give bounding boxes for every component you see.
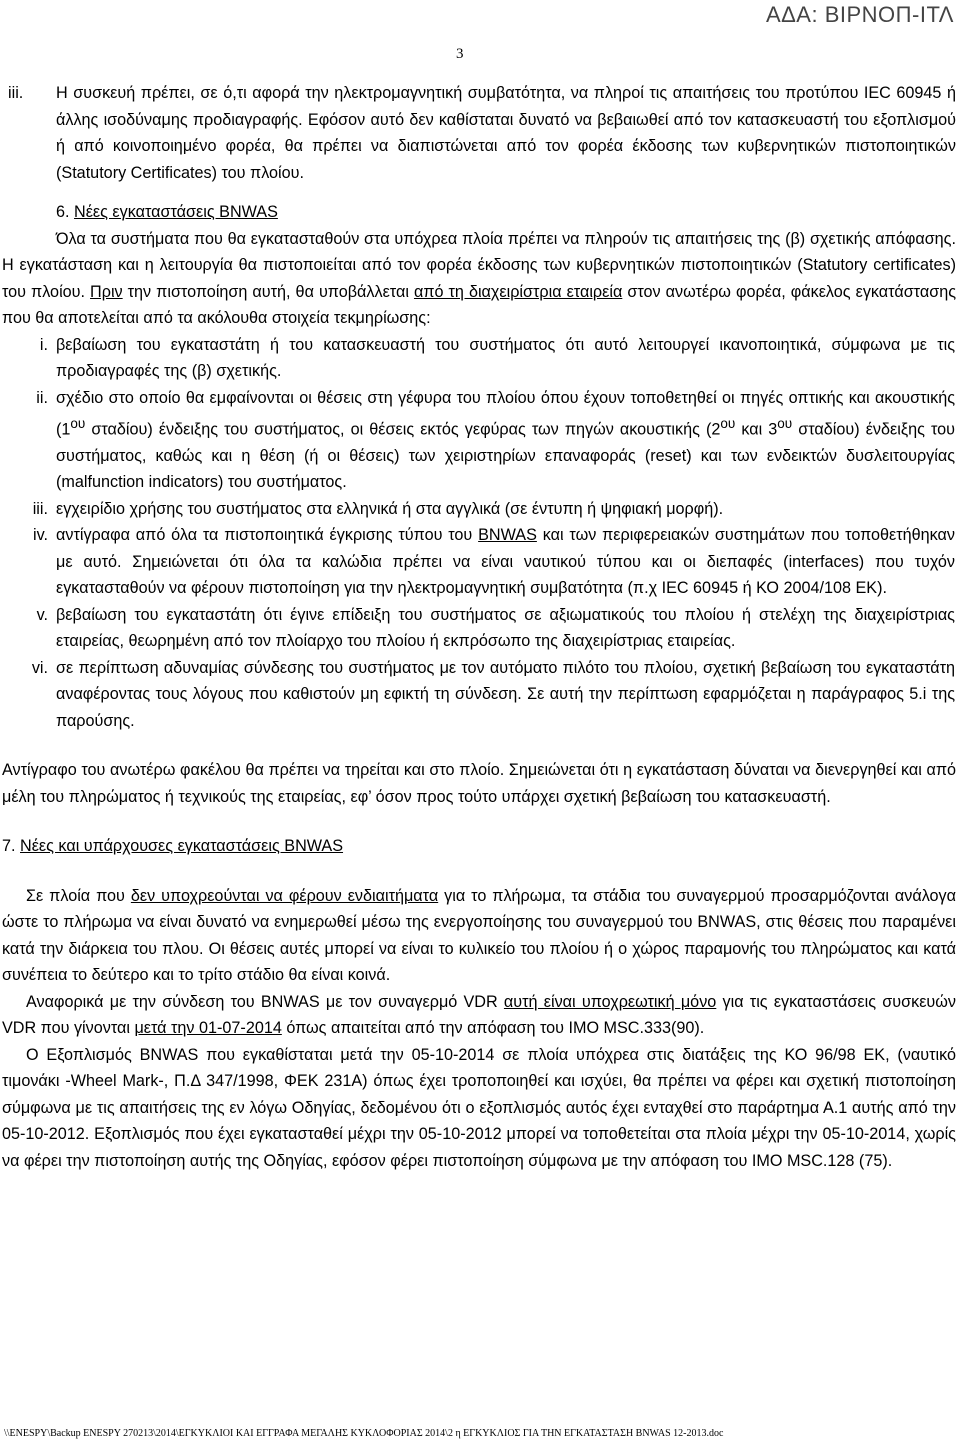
section-6-closing-paragraph: Αντίγραφο του ανωτέρω φακέλου θα πρέπει να τηρείται και στο πλοίο. Σημειώνεται ότι η εγκατάσταση δύναται να διενεργηθεί και από μέλη του πληρώματος ή τεχνικούς της εταιρείας, εφ’ όσον προς τούτο υπάρχει σχετική βεβαίωση του κατασκευαστή. xyxy=(2,761,956,806)
superscript: ου xyxy=(720,416,736,431)
underlined-text: BNWAS xyxy=(478,526,537,545)
list-item-vi xyxy=(31,655,955,735)
list-item-i xyxy=(39,332,955,385)
list-item-iv xyxy=(33,522,955,602)
paragraph-text: Σε πλοία που xyxy=(26,886,131,905)
underlined-text: δεν υποχρεούνται να φέρουν ενδιαιτήματα xyxy=(130,886,439,905)
section-6-paragraph xyxy=(2,226,956,332)
paragraph-text: για τις εγκαταστάσεις συσκευών VDR που γίνονται xyxy=(2,992,956,1038)
list-item-iii xyxy=(32,496,955,523)
ada-code: ΑΔΑ: ΒΙΡΝΟΠ-ΙΤΛ xyxy=(765,2,954,27)
document-body xyxy=(0,80,960,1174)
page-number: 3 xyxy=(456,46,464,62)
section-7-paragraph-2 xyxy=(2,989,956,1042)
superscript: ου xyxy=(70,416,86,431)
list-item-text: σταδίου) ένδειξης του συστήματος, καθώς και η θέση (ή οι θέσεις) των χειριστηρίων επαναφοράς (reset) και των ενδεικτών δυσλειτουργίας (malfunction indicators) του συστήματος. xyxy=(56,420,955,492)
list-item-ii xyxy=(36,385,955,496)
section-title: Νέες εγκαταστάσεις BNWAS xyxy=(74,203,278,221)
section-number: 6. xyxy=(56,203,70,221)
section-6-heading xyxy=(56,199,960,226)
list-label: i. xyxy=(39,335,48,354)
list-item-text: και των περιφερειακών συστημάτων που τοποθετήθηκαν με αυτό. Σημειώνεται ότι όλα τα καλώδια πρέπει να είναι ναυτικού τύπου και οι διεπαφές (interfaces) που τυχόν εγκατασταθούν να φέρουν πιστοποίηση για την ηλεκτρομαγνητική συμβατότητα (π.χ IEC 60945 ή ΚΟ 2004/108 ΕΚ). xyxy=(56,526,955,598)
paragraph-text: Όλα τα συστήματα που θα εγκατασταθούν στα υπόχρεα πλοία πρέπει να πληρούν τις απαιτήσεις της (β) σχετικής απόφασης. Η εγκατάσταση και η λειτουργία θα πιστοποιείται από τον φορέα έκδοσης των κυβερνητικών πιστοποιητικών (Statutory certificates) του πλοίου. xyxy=(2,229,956,301)
list-item-text: σε περίπτωση αδυναμίας σύνδεσης του συστήματος με τον αυτόματο πιλότο του πλοίου, σχετική βεβαίωση του εγκαταστάτη αναφέροντας τους λόγους που καθιστούν μη εφικτή τη σύνδεση. Σε αυτή την περίπτωση εφαρμόζεται η παράγραφος 5.i της παρούσης. xyxy=(56,658,955,730)
list-label: iii. xyxy=(32,499,48,518)
superscript: ου xyxy=(777,416,793,431)
section-title: Νέες και υπάρχουσες εγκαταστάσεις BNWAS xyxy=(20,837,344,856)
section-7-paragraph-1 xyxy=(2,883,956,989)
list-item-text: αντίγραφα από όλα τα πιστοποιητικά έγκρισης τύπου του xyxy=(56,526,479,545)
list-item-text: βεβαίωση του εγκαταστάτη ότι έγινε επίδειξη του συστήματος σε αξιωματικούς του πλοίου ή στελέχη της διαχειρίστριας εταιρείας, θεωρημένη από τον πλοίαρχο του πλοίου ή εκπρόσωπο της διαχειρίστριας εταιρείας. xyxy=(56,605,955,651)
list-item-text: σταδίου) ένδειξης του συστήματος, οι θέσεις εκτός γεφύρας των πηγών ακουστικής (2 xyxy=(85,420,721,439)
footer-file-path: \\ENESPY\Backup ENESPY 270213\2014\ΕΓΚΥΚΛΙΟΙ ΚΑΙ ΕΓΓΡΑΦΑ ΜΕΓΑΛΗΣ ΚΥΚΛΟΦΟΡΙΑΣ 2014\2 η ΕΓΚΥΚΛΙΟΣ ΓΙΑ ΤΗΝ ΕΓΚΑΤΑΣΤΑΣΗ BNWAS 12-2013.doc xyxy=(4,1428,724,1439)
section-7-paragraph-3: Ο Εξοπλισμός BNWAS που εγκαθίσταται μετά την 05-10-2014 σε πλοία υπόχρεα στις διατάξεις της ΚΟ 96/98 ΕΚ, (ναυτικό τιμονάκι -Wheel Mark-, Π.Δ 347/1998, ΦΕΚ 231Α) όπως έχει τροποποιηθεί και ισχύει, θα πρέπει να φέρει και σχετική πιστοποίηση σύμφωνα με τις απαιτήσεις της εν λόγω Οδηγίας, δεδομένου ότι ο εξοπλισμός αυτός έχει ενταχθεί στο παράρτημα Α.1 αυτής από την 05-10-2012. Εξοπλισμός που έχει εγκατασταθεί μέχρι την 05-10-2012 μπορεί να τοποθετείται στα πλοία μέχρι την 05-10-2014, χωρίς να φέρει την πιστοποίηση αυτής της Οδηγίας, εφόσον φέρει πιστοποίηση σύμφωνα με την απόφαση του IMO MSC.128 (75). xyxy=(2,1045,956,1170)
underlined-text: μετά την 01-07-2014 xyxy=(134,1019,282,1038)
list-label: v. xyxy=(36,605,48,624)
paragraph-text: Αναφορικά με την σύνδεση του BNWAS με τον συναγερμό VDR xyxy=(26,992,504,1011)
underlined-text: αυτή είναι υποχρεωτική μόνο xyxy=(503,992,717,1011)
list-item-text: εγχειρίδιο χρήσης του συστήματος στα ελληνικά ή στα αγγλικά (σε έντυπη ή ψηφιακή μορφή). xyxy=(56,499,724,518)
list-item-text: Η συσκευή πρέπει, σε ό,τι αφορά την ηλεκτρομαγνητική συμβατότητα, να πληροί τις απαιτήσεις του προτύπου IEC 60945 ή άλλης ισοδύναμης προδιαγραφής. Εφόσον αυτό δεν καθίσταται δυνατό να βεβαιωθεί από τον κατασκευαστή του εξοπλισμού ή από κοινοποιημένο φορέα, θα πρέπει να διαπιστώνεται από τον φορέα έκδοσης των κυβερνητικών πιστοποιητικών (Statutory Certificates) του πλοίου. xyxy=(56,84,956,182)
list-item-text: βεβαίωση του εγκαταστάτη ή του κατασκευαστή του συστήματος ότι αυτό λειτουργεί ικανοποιητικά, σύμφωνα με τις προδιαγραφές της (β) σχετικής. xyxy=(56,335,955,380)
paragraph-text: την πιστοποίηση αυτή, θα υποβάλλεται xyxy=(122,282,414,301)
section-number: 7. xyxy=(2,837,16,856)
paragraph-text: για το πλήρωμα, τα στάδια του συναγερμού προσαρμόζονται ανάλογα ώστε το πλήρωμα να είναι δυνατό να ενημερωθεί μέσω της ενεργοποίησης του συναγερμού του BNWAS, στις θέσεις που παραμένει κατά την διάρκεια του πλου. Οι θέσεις αυτές μπορεί να είναι το κυλικείο του πλοίου ή ο χώρος παραμονής του πληρώματος και κατά συνέπεια το δεύτερο και το τρίτο στάδιο θα είναι κοινά. xyxy=(2,886,957,985)
section-7-heading xyxy=(2,833,960,860)
list-label: iv. xyxy=(33,526,48,545)
list-label: iii. xyxy=(8,84,24,102)
underlined-text: Πριν xyxy=(90,282,123,301)
list-item-iii-intro xyxy=(8,80,956,186)
list-item-v xyxy=(36,602,955,655)
list-label: vi. xyxy=(31,658,48,677)
list-item-text: και 3 xyxy=(735,420,778,439)
list-item-text: σχέδιο στο οποίο θα εμφαίνονται οι θέσεις στη γέφυρα του πλοίου όπου έχουν τοποθετηθεί οι πηγές οπτικής και ακουστικής (1 xyxy=(56,388,955,439)
paragraph-text: στον ανωτέρω φορέα, φάκελος εγκατάστασης που θα αποτελείται από τα ακόλουθα στοιχεία τεκμηρίωσης: xyxy=(2,282,956,327)
paragraph-text: όπως απαιτείται από την απόφαση του IMO MSC.333(90). xyxy=(281,1019,705,1038)
list-label: ii. xyxy=(36,388,48,407)
underlined-text: από τη διαχειρίστρια εταιρεία xyxy=(413,282,623,301)
